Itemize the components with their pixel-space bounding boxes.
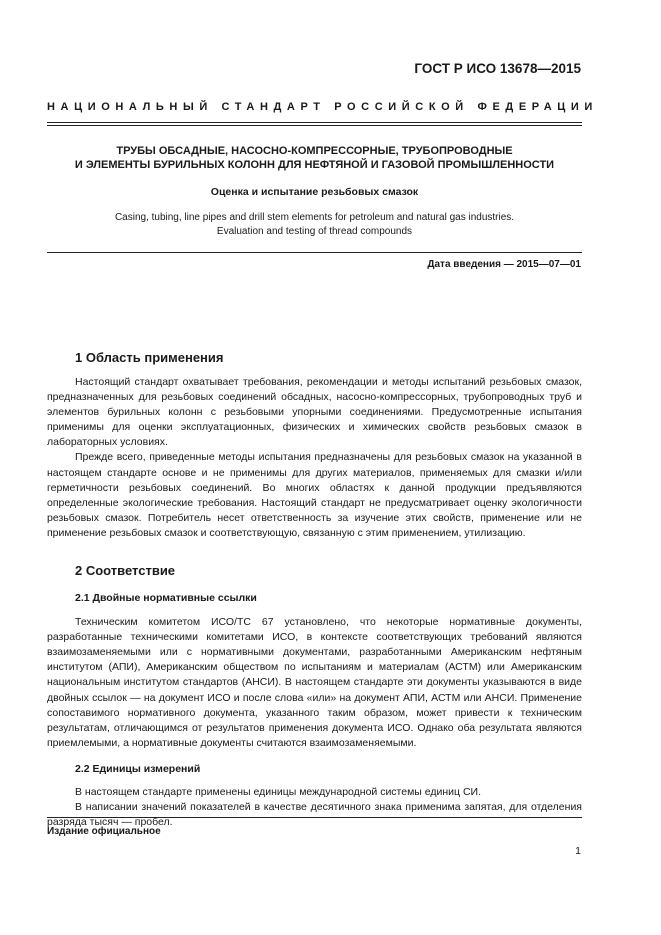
page-number: 1 [575, 845, 581, 857]
english-title-line-2: Evaluation and testing of thread compounds [216, 226, 413, 237]
section-1-paragraph-1: Настоящий стандарт охватывает требования, рекомендации и методы испытаний резьбовых смазок, предназначенных для резьбовых соединений обсадных, насосно-компрессорных, трубопроводных труб и элементов бурильных колонн с резьбовыми упорными соединениями. Предусмотренные испытания применимы для оценки эксплуатационных, физических и химических свойств резьбовых смазок в лабораторных условиях. [47, 376, 582, 449]
section-2-heading: 2 Соответствие [75, 563, 176, 579]
title-line-1: ТРУБЫ ОБСАДНЫЕ, НАСОСНО-КОМПРЕССОРНЫЕ, ТРУБОПРОВОДНЫЕ [116, 145, 513, 157]
subsection-2-2-heading: 2.2 Единицы измерений [75, 762, 201, 775]
introduction-date: Дата введения — 2015—07—01 [427, 259, 581, 270]
english-title-line-1: Casing, tubing, line pipes and drill stem elements for petroleum and natural gas industries. [114, 212, 515, 223]
header-rule-top [47, 122, 582, 123]
footer-rule [47, 817, 582, 818]
date-rule [47, 252, 582, 253]
subsection-2-2-paragraph-2: В написании значений показателей в качестве десятичного знака применима запятая, для отделения разряда тысяч — пробел. [47, 800, 582, 829]
subsection-2-1-heading: 2.1 Двойные нормативные ссылки [75, 592, 257, 605]
document-number: ГОСТ Р ИСО 13678—2015 [414, 61, 581, 76]
document-title [47, 144, 582, 172]
section-1-heading: 1 Область применения [75, 350, 224, 365]
title-line-2: И ЭЛЕМЕНТЫ БУРИЛЬНЫХ КОЛОНН ДЛЯ НЕФТЯНОЙ И ГАЗОВОЙ ПРОМЫШЛЕННОСТИ [74, 159, 555, 171]
subsection-2-1-paragraph: Техническим комитетом ИСО/ТС 67 установлено, что некоторые нормативные документы, разработанные техническими комитетами ИСО, в контексте соответствующих требований являются взаимозаменяемыми или с нормативными документами, разработанными Американским нефтяным институтом (АПИ), Американским обществом по испытаниям и материалам (АСТМ) или Американским национальным институтом стандартов (АНСИ). В настоящем стандарте эти документы указываются в виде двойных ссылок — на документ ИСО и после слова «или» на документ АПИ, АСТМ или АНСИ. Применение сопоставимого нормативного документа, указанного таким образом, может привести к техническим результатам, отличающимся от результатов применения документа ИСО. Однако оба результата являются приемлемыми, а нормативные документы считаются взаимозаменяемыми. [47, 616, 582, 749]
subsection-2-2-paragraph-1: В настоящем стандарте применены единицы международной системы единиц СИ. [75, 785, 482, 798]
header-rule-bottom [47, 125, 582, 126]
section-1-paragraph-2: Прежде всего, приведенные методы испытания предназначены для резьбовых смазок на указанной в настоящем стандарте основе и не применимы для других материалов, применяемых для смазки и/или герметичности резьбовых соединений. Во многих областях к данной продукции предъявляются определенные экологические требования. Настоящий стандарт не предусматривает оценку экологичности резьбовых смазок. Потребитель несет ответственность за изучение этих свойств, применение или не применение резьбовых смазок и соответствующую, связанную с этим применением, утилизацию. [47, 451, 582, 539]
document-body [47, 350, 582, 830]
national-standard-banner: НАЦИОНАЛЬНЫЙ СТАНДАРТ РОССИЙСКОЙ ФЕДЕРАЦИИ [47, 101, 598, 113]
document-subtitle: Оценка и испытание резьбовых смазок [210, 186, 419, 198]
english-title [47, 211, 582, 239]
edition-label: Издание официальное [47, 826, 161, 837]
